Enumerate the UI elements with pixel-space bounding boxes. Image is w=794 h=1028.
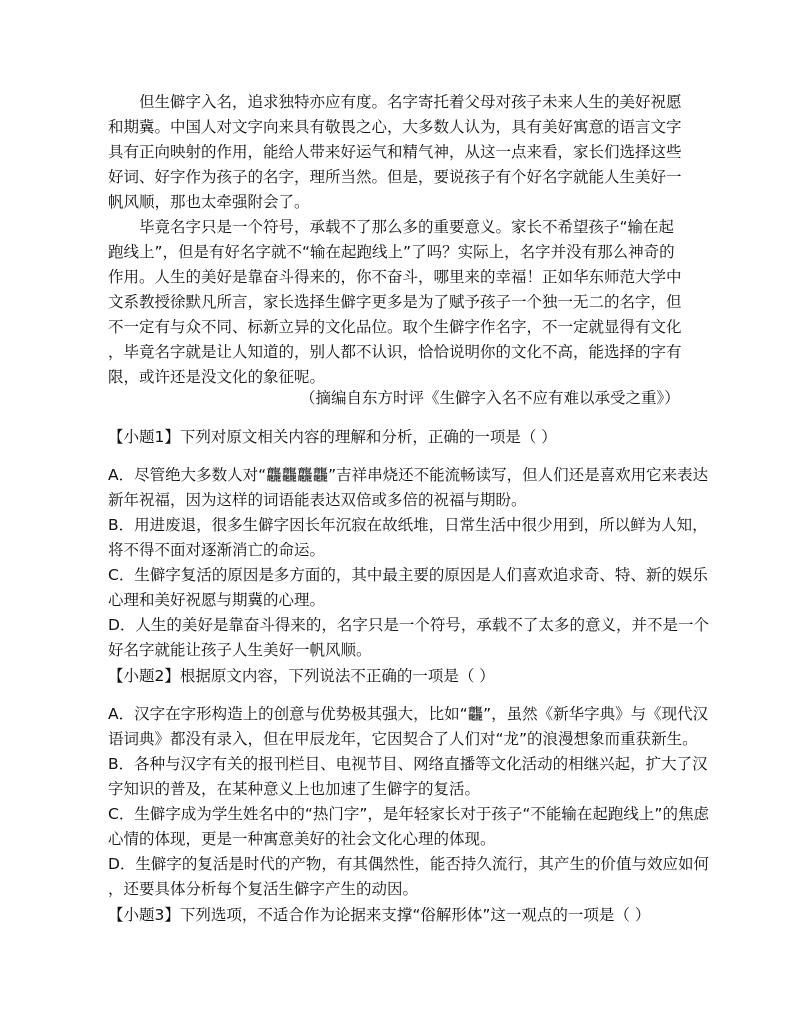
question-1-stem: 【小题1】下列对原文相关内容的理解和分析，正确的一项是（ ） xyxy=(108,428,557,446)
option-a-line: A．汉字在字形构造上的创意与优势极其强大，比如“龘”，虽然《新华字典》与《现代汉 xyxy=(108,705,709,723)
paragraph-line: 好词、好字作为孩子的名字，理所当然。但是，要说孩子有个好名字就能人生美好一 xyxy=(108,168,682,186)
option-d-line: 好名字就能让孩子人生美好一帆风顺。 xyxy=(108,641,372,659)
option-b-line: 字知识的普及，在某种意义上也加速了生僻字的复活。 xyxy=(108,780,481,798)
option-a-line: 新年祝福，因为这样的词语能表达双倍或多倍的祝福与期盼。 xyxy=(108,491,527,509)
paragraph-line: 毕竟名字只是一个符号，承载不了那么多的重要意义。家长不希望孩子“输在起 xyxy=(139,218,675,236)
source-attribution: （摘编自东方时评《生僻字入名不应有难以承受之重》） xyxy=(300,389,680,407)
question-1-options xyxy=(108,463,709,663)
paragraph-line: 作用。人生的美好是靠奋斗得来的，你不奋斗，哪里来的幸福！正如华东师范大学中 xyxy=(108,268,682,286)
option-b-line: 将不得不面对逐渐消亡的命运。 xyxy=(108,541,326,559)
option-c-line: C．生僻字复活的原因是多方面的，其中最主要的原因是人们喜欢追求奇、特、新的娱乐 xyxy=(108,566,708,584)
paragraph-line: 限，或许还是没文化的象征呢。 xyxy=(108,368,326,386)
option-d-line: D．生僻字的复活是时代的产物，有其偶然性，能否持久流行，其产生的价值与效应如何 xyxy=(108,855,709,873)
paragraph-line: 具有正向映射的作用，能给人带来好运气和精气神，从这一点来看，家长们选择这些 xyxy=(108,143,682,161)
option-d-line: ，还要具体分析每个复活生僻字产生的动因。 xyxy=(108,880,419,898)
paragraph-line: 文系教授徐默凡所言，家长选择生僻字更多是为了赋予孩子一个独一无二的名字，但 xyxy=(108,293,682,311)
paragraph-line: 帆风顺，那也太牵强附会了。 xyxy=(108,193,310,211)
option-c-line: C．生僻字成为学生姓名中的“热门字”，是年轻家长对于孩子“不能输在起跑线上”的焦虑 xyxy=(108,805,709,823)
paragraph-line: 跑线上”，但是有好名字就不“输在起跑线上”了吗？实际上，名字并没有那么神奇的 xyxy=(108,243,675,261)
option-b-line: B．各种与汉字有关的报刊栏目、电视节目、网络直播等文化活动的相继兴起，扩大了汉 xyxy=(108,755,708,773)
option-b-line: B．用进废退，很多生僻字因长年沉寂在故纸堆，日常生活中很少用到，所以鲜为人知， xyxy=(108,516,708,534)
question-2-options xyxy=(108,702,709,902)
paragraph-line: ，毕竟名字就是让人知道的，别人都不认识，恰恰说明你的文化不高，能选择的字有 xyxy=(108,343,682,361)
paragraph-line: 不一定有与众不同、标新立异的文化品位。取个生僻字作名字，不一定就显得有文化 xyxy=(108,318,682,336)
option-d-line: D．人生的美好是靠奋斗得来的，名字只是一个符号，承载不了太多的意义，并不是一个 xyxy=(108,616,709,634)
paragraph-1 xyxy=(108,90,692,215)
option-c-line: 心情的体现，更是一种寓意美好的社会文化心理的体现。 xyxy=(108,830,496,848)
option-a-line: 语词典》都没有录入，但在甲辰龙年，它因契合了人们对“龙”的浪漫想象而重获新生。 xyxy=(108,730,698,748)
paragraph-2 xyxy=(108,215,692,390)
paragraph-line: 和期冀。中国人对文字向来具有敬畏之心，大多数人认为，具有美好寓意的语言文字 xyxy=(108,118,682,136)
option-a-line: A．尽管绝大多数人对“龘龘龘龘”吉祥串烧还不能流畅读写，但人们还是喜欢用它来表达 xyxy=(108,466,709,484)
question-2-stem: 【小题2】根据原文内容，下列说法不正确的一项是（ ） xyxy=(108,667,495,685)
option-c-line: 心理和美好祝愿与期冀的心理。 xyxy=(108,591,326,609)
question-3-stem: 【小题3】下列选项，不适合作为论据来支撑“俗解形体”这一观点的一项是（ ） xyxy=(108,906,651,924)
paragraph-line: 但生僻字入名，追求独特亦应有度。名字寄托着父母对孩子未来人生的美好祝愿 xyxy=(139,93,682,111)
